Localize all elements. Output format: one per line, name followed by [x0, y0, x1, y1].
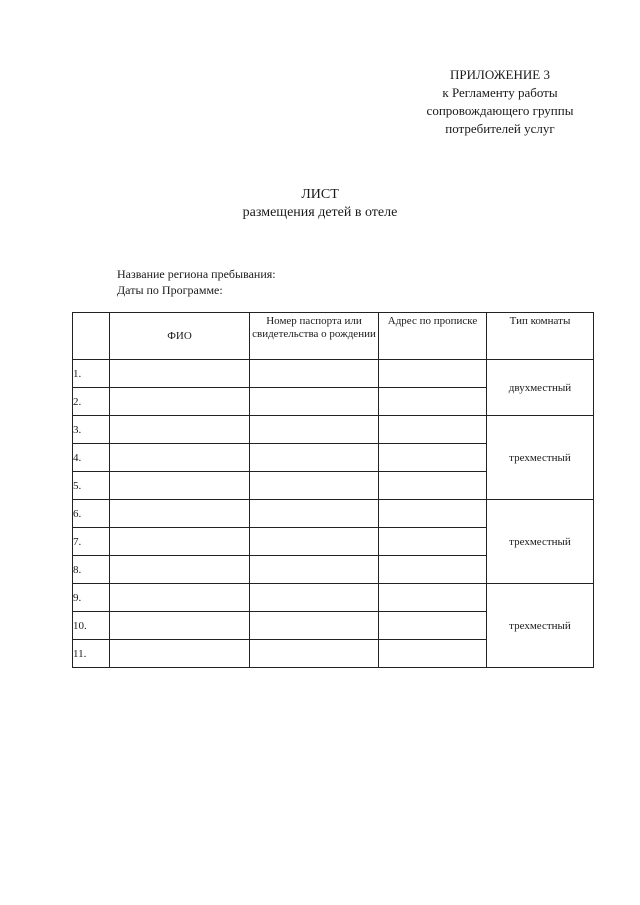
address-cell[interactable]	[379, 444, 487, 472]
document-title	[0, 186, 640, 222]
passport-cell[interactable]	[250, 416, 379, 444]
header-number	[73, 313, 110, 360]
address-cell[interactable]	[379, 556, 487, 584]
row-number: 11.	[73, 640, 110, 668]
table-row	[73, 500, 594, 528]
appendix-line-2: к Регламенту работы	[442, 85, 558, 100]
table-row	[73, 584, 594, 612]
room-type-cell: трехместный	[487, 500, 594, 584]
row-number: 10.	[73, 612, 110, 640]
header-room-type: Тип комнаты	[487, 313, 594, 360]
fio-cell[interactable]	[110, 528, 250, 556]
passport-cell[interactable]	[250, 472, 379, 500]
address-cell[interactable]	[379, 584, 487, 612]
row-number: 2.	[73, 388, 110, 416]
passport-cell[interactable]	[250, 500, 379, 528]
address-cell[interactable]	[379, 612, 487, 640]
room-type-cell: двухместный	[487, 360, 594, 416]
address-cell[interactable]	[379, 416, 487, 444]
room-type-cell: трехместный	[487, 584, 594, 668]
row-number: 6.	[73, 500, 110, 528]
passport-cell[interactable]	[250, 360, 379, 388]
appendix-header	[400, 66, 600, 138]
address-cell[interactable]	[379, 388, 487, 416]
table-row	[73, 360, 594, 388]
fio-cell[interactable]	[110, 388, 250, 416]
row-number: 5.	[73, 472, 110, 500]
fio-cell[interactable]	[110, 556, 250, 584]
row-number: 4.	[73, 444, 110, 472]
passport-cell[interactable]	[250, 388, 379, 416]
fio-cell[interactable]	[110, 416, 250, 444]
header-fio: ФИО	[110, 313, 250, 360]
address-cell[interactable]	[379, 500, 487, 528]
dates-label: Даты по Программе:	[117, 283, 223, 297]
table-row	[73, 416, 594, 444]
row-number: 9.	[73, 584, 110, 612]
passport-cell[interactable]	[250, 584, 379, 612]
passport-cell[interactable]	[250, 556, 379, 584]
fio-cell[interactable]	[110, 444, 250, 472]
row-number: 7.	[73, 528, 110, 556]
room-type-cell: трехместный	[487, 416, 594, 500]
title-heading: ЛИСТ	[301, 187, 339, 202]
fio-cell[interactable]	[110, 612, 250, 640]
title-subtitle: размещения детей в отеле	[242, 205, 398, 220]
region-label: Название региона пребывания:	[117, 267, 276, 281]
address-cell[interactable]	[379, 472, 487, 500]
passport-cell[interactable]	[250, 444, 379, 472]
fio-cell[interactable]	[110, 500, 250, 528]
appendix-line-4: потребителей услуг	[445, 121, 555, 136]
passport-cell[interactable]	[250, 612, 379, 640]
passport-cell[interactable]	[250, 528, 379, 556]
placement-table	[72, 312, 594, 668]
fio-cell[interactable]	[110, 472, 250, 500]
header-passport: Номер паспорта или свидетельства о рождении	[250, 313, 379, 360]
table-header-row	[73, 313, 594, 360]
fio-cell[interactable]	[110, 640, 250, 668]
address-cell[interactable]	[379, 640, 487, 668]
fio-cell[interactable]	[110, 360, 250, 388]
row-number: 8.	[73, 556, 110, 584]
address-cell[interactable]	[379, 528, 487, 556]
appendix-line-3: сопровождающего группы	[426, 103, 574, 118]
header-address: Адрес по прописке	[379, 313, 487, 360]
row-number: 1.	[73, 360, 110, 388]
fio-cell[interactable]	[110, 584, 250, 612]
address-cell[interactable]	[379, 360, 487, 388]
row-number: 3.	[73, 416, 110, 444]
appendix-number: ПРИЛОЖЕНИЕ 3	[450, 67, 550, 82]
passport-cell[interactable]	[250, 640, 379, 668]
info-fields	[117, 266, 276, 298]
